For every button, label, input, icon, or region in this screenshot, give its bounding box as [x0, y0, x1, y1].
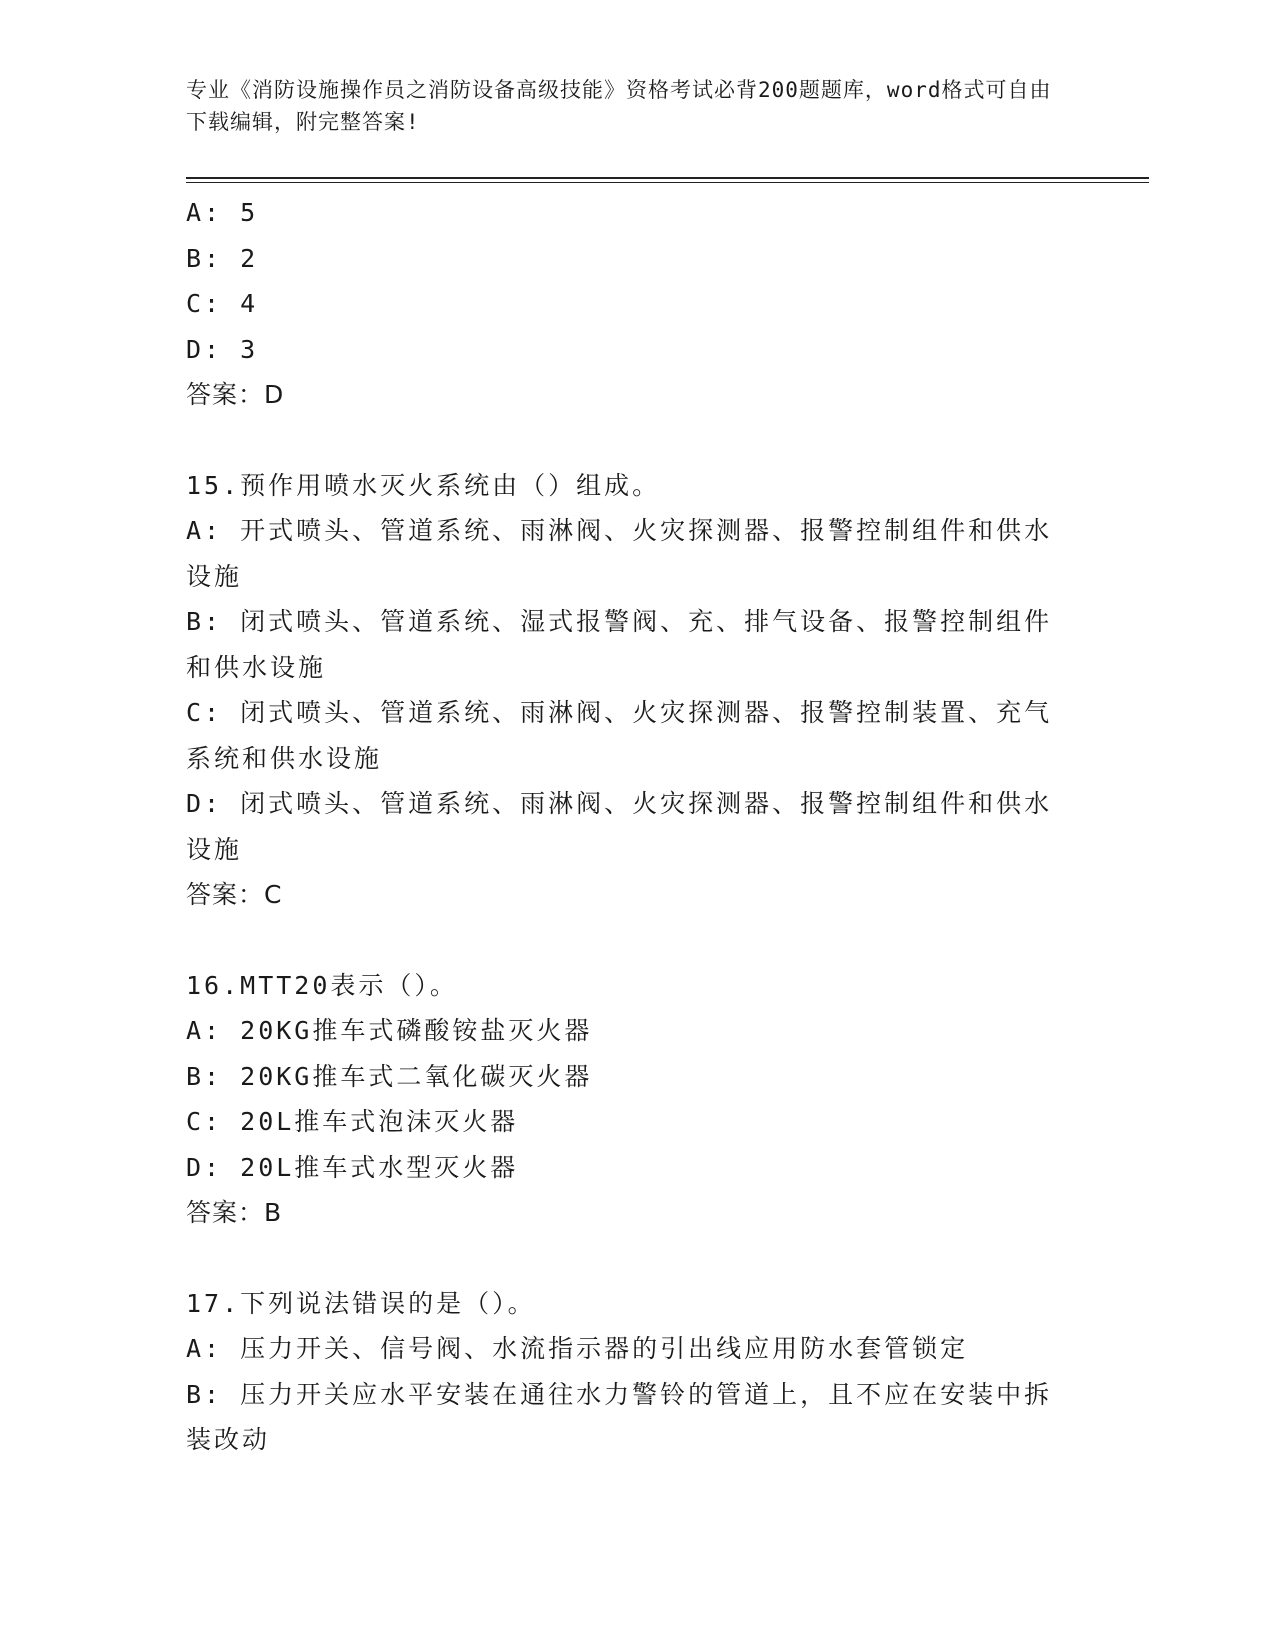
option-d: D: 3 [186, 334, 259, 364]
question-stem: 16.MTT20表示（）。 [186, 970, 458, 1000]
option-a: A: 20KG推车式磷酸铵盐灭火器 [186, 1016, 593, 1045]
option-b: B: 20KG推车式二氧化碳灭火器 [186, 1061, 593, 1091]
option-b: B: 闭式喷头、管道系统、湿式报警阀、充、排气设备、报警控制组件和供水设施 [186, 607, 1053, 682]
question-stem: 17.下列说法错误的是（）。 [186, 1288, 536, 1318]
option-c: C: 4 [186, 289, 259, 318]
option-a: A: 5 [186, 198, 259, 227]
question-content [186, 190, 1066, 1463]
option-d: D: 闭式喷头、管道系统、雨淋阀、火灾探测器、报警控制组件和供水设施 [186, 789, 1053, 864]
option-a: A: 开式喷头、管道系统、雨淋阀、火灾探测器、报警控制组件和供水设施 [186, 516, 1053, 591]
question-16 [186, 963, 1066, 1236]
option-b: B: 2 [186, 243, 259, 273]
header-divider [186, 177, 1149, 183]
answer-line: 答案：D [186, 380, 285, 409]
previous-question-tail [186, 190, 1066, 418]
option-c: C: 闭式喷头、管道系统、雨淋阀、火灾探测器、报警控制装置、充气系统和供水设施 [186, 698, 1053, 773]
option-c: C: 20L推车式泡沫灭火器 [186, 1107, 519, 1136]
question-stem: 15.预作用喷水灭火系统由（）组成。 [186, 470, 661, 500]
question-15 [186, 463, 1066, 918]
option-d: D: 20L推车式水型灭火器 [186, 1152, 519, 1182]
document-header: 专业《消防设施操作员之消防设备高级技能》资格考试必背200题题库，word格式可自由下载编辑，附完整答案! [186, 78, 1052, 134]
answer-line: 答案：C [186, 880, 283, 909]
question-17 [186, 1281, 1066, 1463]
option-b: B: 压力开关应水平安装在通往水力警铃的管道上，且不应在安装中拆装改动 [186, 1379, 1053, 1454]
answer-line: 答案：B [186, 1198, 283, 1227]
option-a: A: 压力开关、信号阀、水流指示器的引出线应用防水套管锁定 [186, 1334, 969, 1363]
